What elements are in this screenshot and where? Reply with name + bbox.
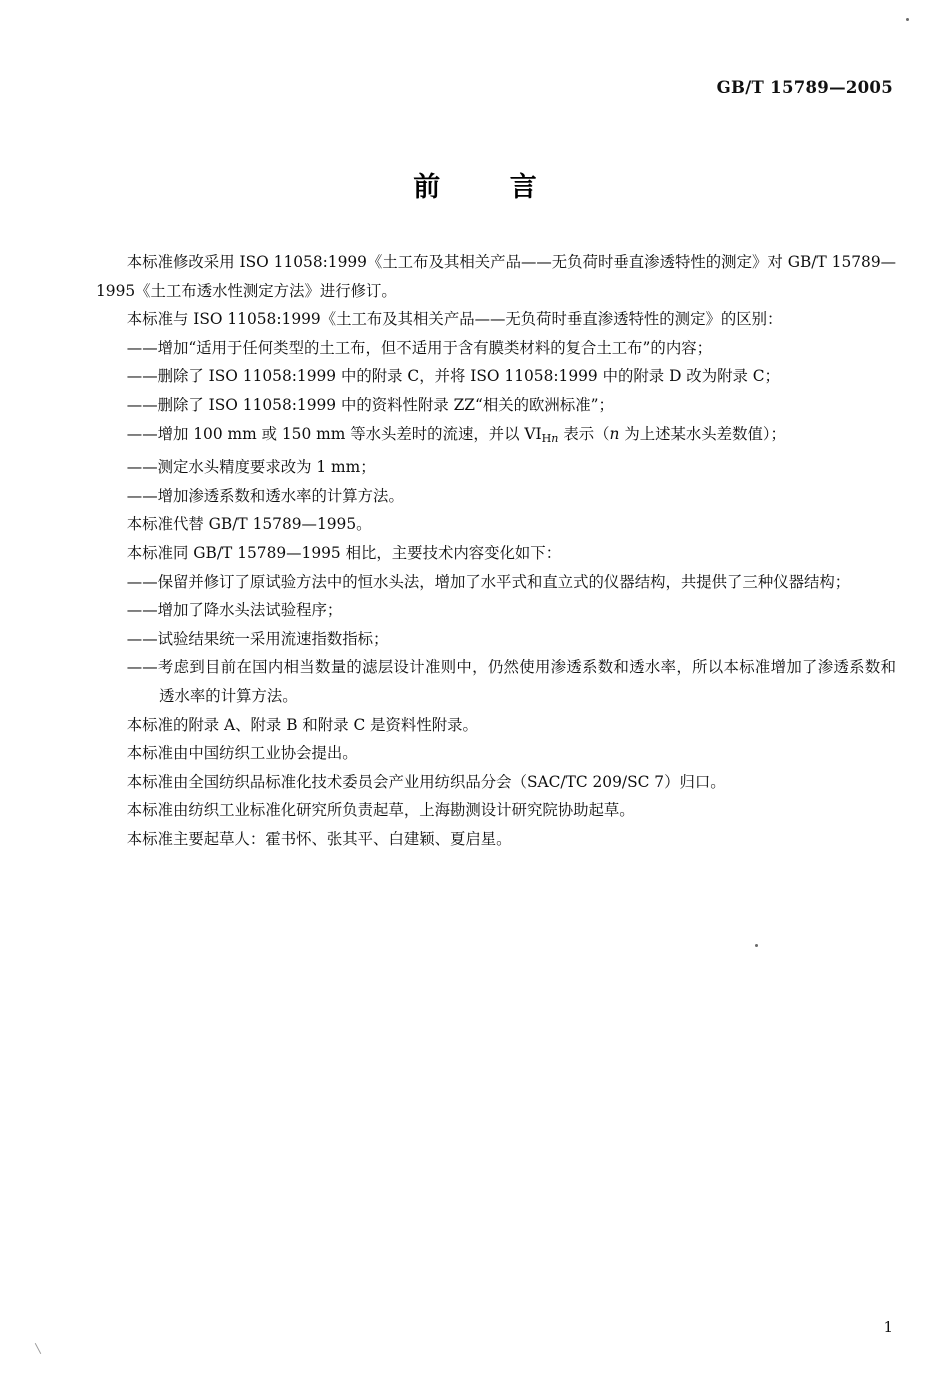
list-item: ——保留并修订了原试验方法中的恒水头法，增加了水平式和直立式的仪器结构，共提供了三种仪器结构； xyxy=(126,572,851,591)
paragraph: 本标准由中国纺织工业协会提出。 xyxy=(126,744,358,763)
paragraph: 本标准由全国纺织品标准化技术委员会产业用纺织品分会（SAC/TC 209/SC 7）归口。 xyxy=(126,772,726,791)
list-item: ——增加“适用于任何类型的土工布，但不适用于含有膜类材料的复合土工布”的内容； xyxy=(126,338,712,357)
paragraph: 本标准主要起草人：霍书怀、张其平、白建颖、夏启星。 xyxy=(126,829,512,848)
list-item: ——增加 100 mm 或 150 mm 等水头差时的流速，并以 $VI_{Hn}$ 表示（n 为上述某水头差数值）； xyxy=(126,424,786,445)
list-item: ——增加渗透系数和透水率的计算方法。 xyxy=(126,486,404,505)
foreword-body xyxy=(96,248,896,854)
paragraph: 本标准同 GB/T 15789—1995 相比，主要技术内容变化如下： xyxy=(126,544,562,563)
list-item: ——删除了 ISO 11058:1999 中的资料性附录 ZZ“相关的欧洲标准”； xyxy=(126,395,614,414)
list-item: ——考虑到目前在国内相当数量的滤层设计准则中，仍然使用渗透系数和透水率，所以本标准增加了渗透系数和透水率的计算方法。 xyxy=(126,658,896,705)
scan-artifact-dot xyxy=(755,944,758,947)
standard-number-header: GB/T 15789—2005 xyxy=(716,78,893,97)
page-number: 1 xyxy=(883,1318,893,1336)
paragraph: 本标准的附录 A、附录 B 和附录 C 是资料性附录。 xyxy=(126,715,478,734)
paragraph: 本标准修改采用 ISO 11058:1999《土工布及其相关产品——无负荷时垂直渗透特性的测定》对 GB/T 15789—1995《土工布透水性测定方法》进行修订。 xyxy=(96,253,896,300)
page-title: 前 言 xyxy=(413,172,567,203)
list-item: ——试验结果统一采用流速指数指标； xyxy=(126,629,389,648)
scan-artifact-dot xyxy=(906,18,909,21)
paragraph: 本标准与 ISO 11058:1999《土工布及其相关产品——无负荷时垂直渗透特性的测定》的区别： xyxy=(126,310,783,329)
paragraph: 本标准由纺织工业标准化研究所负责起草，上海勘测设计研究院协助起草。 xyxy=(126,801,635,820)
list-item: ——测定水头精度要求改为 1 mm； xyxy=(126,458,376,477)
list-item: ——增加了降水头法试验程序； xyxy=(126,601,343,620)
list-item: ——删除了 ISO 11058:1999 中的附录 C，并将 ISO 11058:1999 中的附录 D 改为附录 C； xyxy=(126,367,780,386)
scan-artifact-tick xyxy=(35,1343,42,1354)
paragraph: 本标准代替 GB/T 15789—1995。 xyxy=(126,515,372,534)
